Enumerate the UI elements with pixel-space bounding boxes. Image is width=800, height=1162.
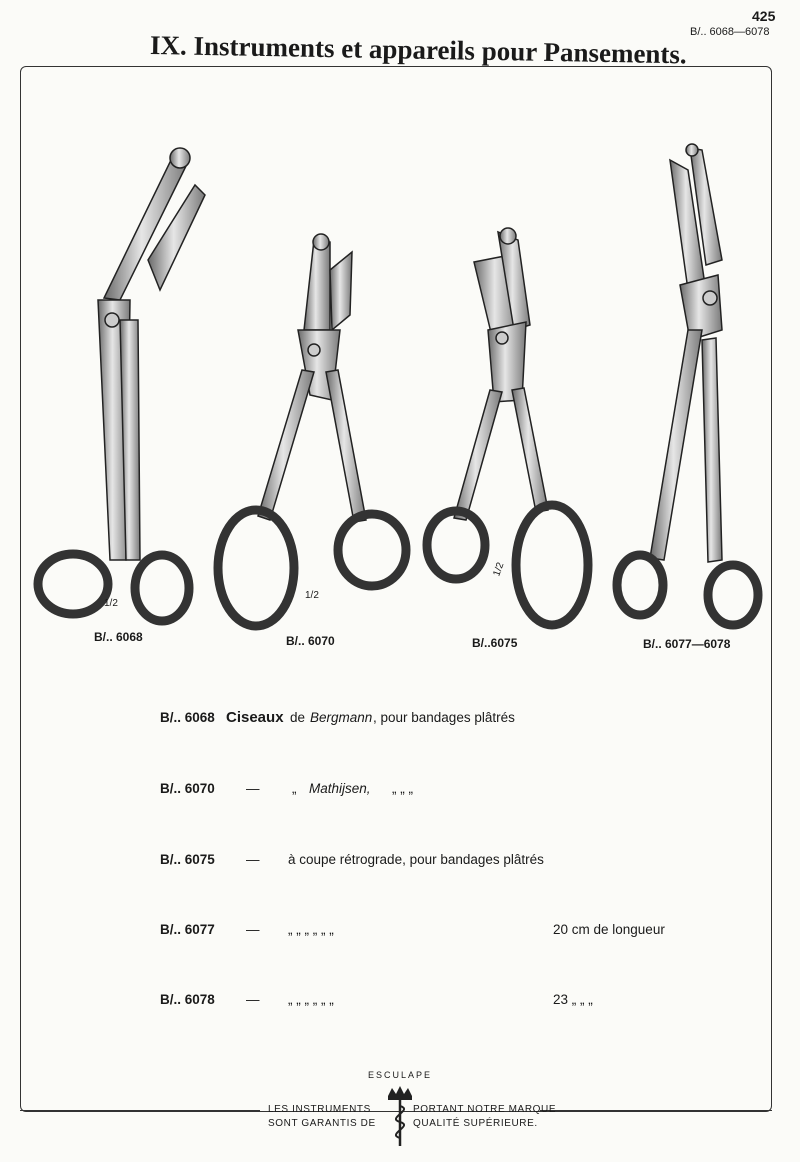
item-dash: — (246, 852, 260, 867)
footer-right-line-1: PORTANT NOTRE MARQUE (413, 1104, 557, 1115)
item-text: de (290, 710, 306, 725)
scissors-6075-illustration (427, 228, 588, 625)
item-dash: — (246, 922, 260, 937)
page-number: 425 (752, 8, 776, 24)
item-name: Ciseaux (226, 709, 284, 726)
scissors-6077-6078-illustration (617, 144, 758, 625)
footer-left-line-1: LES INSTRUMENTS (268, 1104, 371, 1115)
item-text-2: , pour bandages plâtrés (373, 710, 515, 725)
item-ditto: „ „ „ „ „ „ (288, 922, 334, 937)
item-italic: Bergmann (310, 710, 373, 725)
scissors-6068-illustration (38, 148, 205, 621)
scale-label-6075: 1/2 (491, 561, 507, 578)
item-length: 23 „ „ „ (553, 992, 593, 1007)
item-ref: B/.. 6075 (160, 852, 215, 867)
page-reference: B/.. 6068—6078 (690, 26, 770, 38)
item-ref: B/.. 6068 (160, 710, 215, 725)
footer-rule-right (540, 1110, 772, 1111)
item-ref: B/.. 6070 (160, 781, 215, 796)
footer-rule-left (20, 1110, 260, 1111)
item-italic: Mathijsen, (309, 781, 371, 796)
item-dash: — (246, 781, 260, 796)
esculape-brand: ESCULAPE (367, 1070, 433, 1080)
item-ditto: „ „ „ „ „ „ (288, 992, 334, 1007)
item-text: „ (292, 781, 297, 796)
figure-caption-6068: B/.. 6068 (94, 630, 143, 644)
footer-right-line-2: QUALITÉ SUPÉRIEURE. (413, 1118, 538, 1129)
footer-left-line-2: SONT GARANTIS DE (268, 1118, 376, 1129)
scale-label-6068: 1/2 (104, 598, 118, 609)
item-ditto: „ „ „ (392, 781, 413, 796)
caduceus-logo-icon (380, 1086, 420, 1148)
figure-caption-6070: B/.. 6070 (286, 634, 335, 648)
item-length: 20 cm de longueur (553, 922, 665, 937)
scale-label-6070: 1/2 (305, 590, 319, 601)
page-title: IX. Instruments et appareils pour Pansements. (149, 30, 687, 70)
item-ref: B/.. 6077 (160, 922, 215, 937)
figure-caption-6077-6078: B/.. 6077—6078 (643, 637, 731, 651)
item-text: à coupe rétrograde, pour bandages plâtrés (288, 852, 544, 867)
scissors-6070-illustration (218, 234, 406, 626)
item-ref: B/.. 6078 (160, 992, 215, 1007)
figure-caption-6075: B/..6075 (472, 636, 518, 650)
item-dash: — (246, 992, 260, 1007)
